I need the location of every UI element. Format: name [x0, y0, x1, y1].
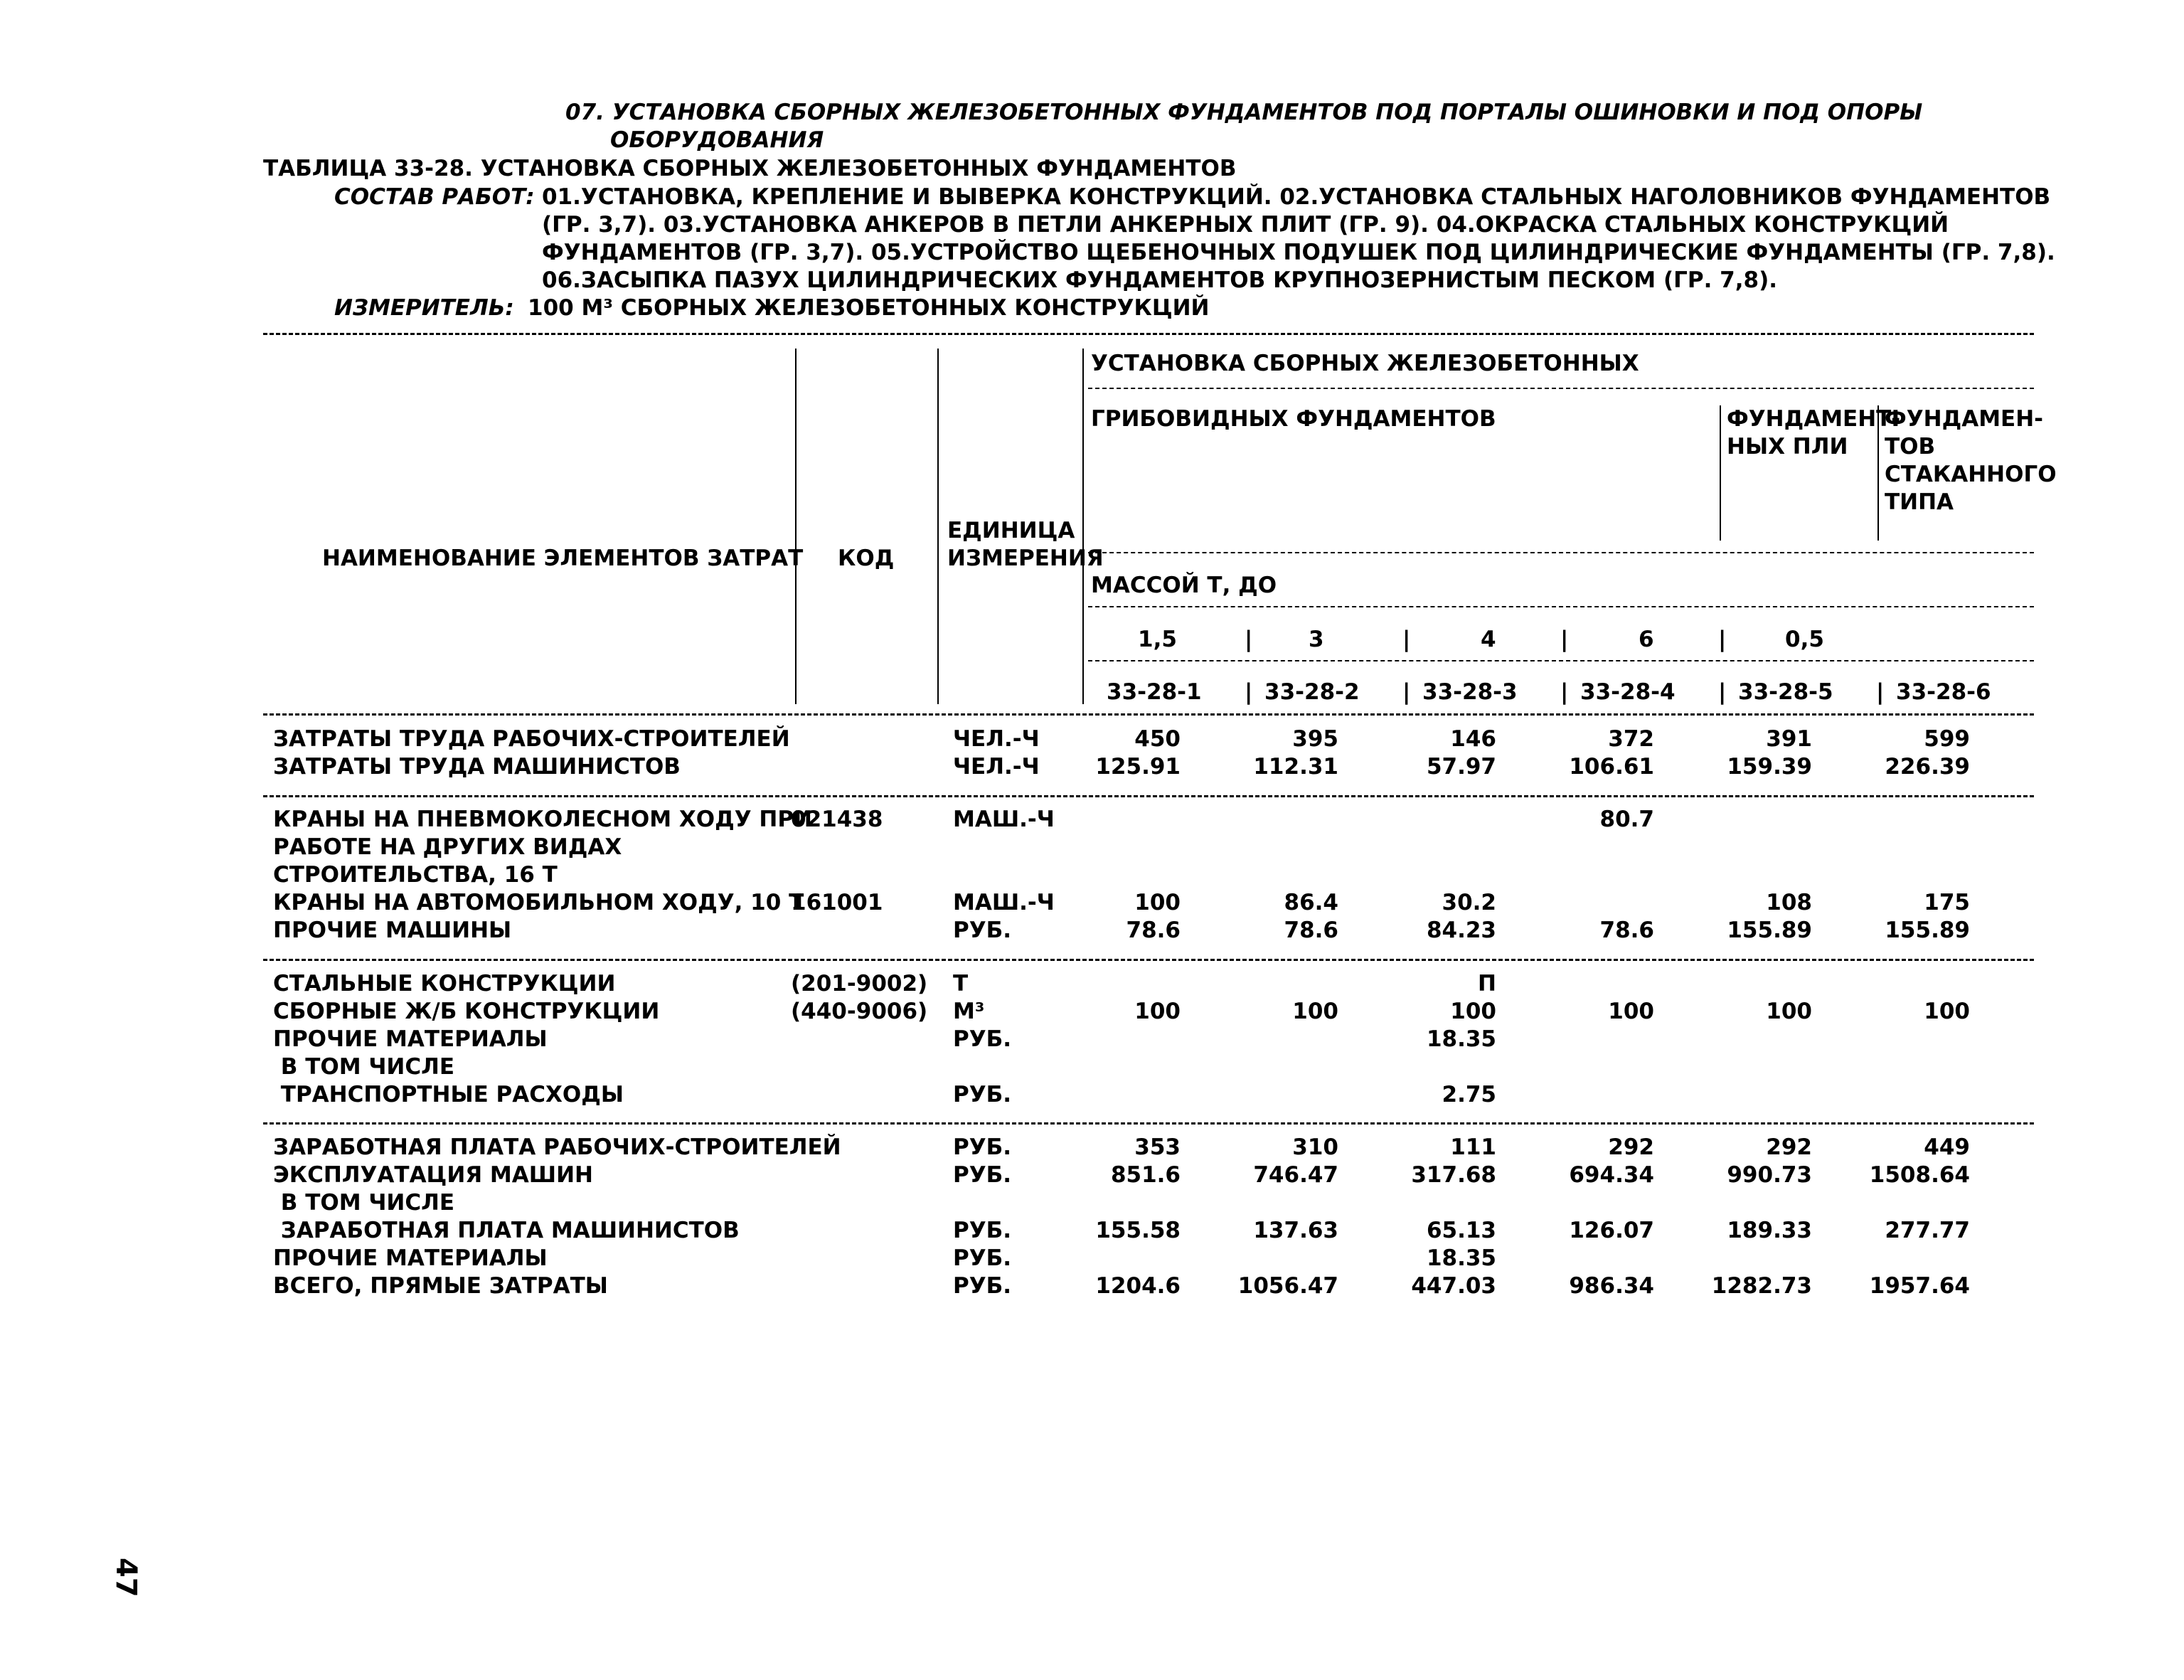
head-code-6: 33-28-6	[1896, 679, 1991, 705]
row-value: 226.39	[1885, 754, 1970, 780]
row-value: 78.6	[1599, 918, 1654, 943]
row-code: 161001	[791, 890, 883, 915]
head-code-1: 33-28-1	[1107, 679, 1202, 705]
head-mass-5: 0,5	[1785, 627, 1824, 652]
row-value: 599	[1924, 726, 1970, 752]
row-value: 100	[1608, 999, 1654, 1024]
row-value: 159.39	[1727, 754, 1812, 780]
section-rule-1	[263, 795, 2034, 797]
row-value: 353	[1134, 1134, 1181, 1160]
row-value: 450	[1134, 726, 1181, 752]
row-unit: РУБ.	[953, 1082, 1012, 1107]
row-name: РАБОТЕ НА ДРУГИХ ВИДАХ	[273, 834, 622, 860]
row-value: 100	[1766, 999, 1812, 1024]
sostav-text-2: (ГР. 3,7). 03.УСТАНОВКА АНКЕРОВ В ПЕТЛИ АНКЕРНЫХ ПЛИТ (ГР. 9). 04.ОКРАСКА СТАЛЬНЫХ КОНСТРУКЦИЙ	[542, 212, 1949, 238]
row-code: (440-9006)	[791, 999, 928, 1024]
head-mass-1: 1,5	[1138, 627, 1177, 652]
head-rule-3	[1088, 606, 2034, 607]
row-name: ПРОЧИЕ МАШИНЫ	[273, 918, 512, 943]
head-sub-stak-3: СТАКАННОГО	[1885, 462, 2057, 487]
row-name: СТРОИТЕЛЬСТВА, 16 Т	[273, 862, 558, 888]
row-unit: РУБ.	[953, 1134, 1012, 1160]
row-name: ПРОЧИЕ МАТЕРИАЛЫ	[273, 1245, 548, 1271]
row-unit: Т	[953, 971, 969, 996]
izmeritel-label: ИЗМЕРИТЕЛЬ:	[334, 295, 514, 321]
head-sub-plit-2: НЫХ ПЛИ	[1727, 434, 1848, 459]
row-value: 986.34	[1569, 1273, 1654, 1299]
row-value: 57.97	[1426, 754, 1496, 780]
sostav-text-4: 06.ЗАСЫПКА ПАЗУХ ЦИЛИНДРИЧЕСКИХ ФУНДАМЕНТОВ КРУПНОЗЕРНИСТЫМ ПЕСКОМ (ГР. 7,8).	[542, 267, 1778, 293]
head-sub-plit-1: ФУНДАМЕНТ-	[1727, 406, 1901, 432]
row-value: 78.6	[1284, 918, 1338, 943]
head-mass-sep: |	[1245, 627, 1253, 652]
row-value: 106.61	[1569, 754, 1654, 780]
row-value: 155.58	[1095, 1218, 1181, 1243]
row-value: 175	[1924, 890, 1970, 915]
row-value: 746.47	[1253, 1162, 1338, 1188]
row-value: 137.63	[1253, 1218, 1338, 1243]
row-unit: РУБ.	[953, 1026, 1012, 1052]
row-name: ЭКСПЛУАТАЦИЯ МАШИН	[273, 1162, 593, 1188]
head-sub-stak-1: ФУНДАМЕН-	[1885, 406, 2044, 432]
row-name: ПРОЧИЕ МАТЕРИАЛЫ	[273, 1026, 548, 1052]
row-value: П	[1478, 971, 1496, 996]
section-heading-line2: ОБОРУДОВАНИЯ	[610, 127, 824, 153]
row-value: 2.75	[1442, 1082, 1496, 1107]
table-top-rule	[263, 333, 2034, 335]
row-value: 100	[1924, 999, 1970, 1024]
row-value: 372	[1608, 726, 1654, 752]
row-name: ЗАТРАТЫ ТРУДА МАШИНИСТОВ	[273, 754, 681, 780]
head-rule-1	[1088, 388, 2034, 389]
row-value: 86.4	[1284, 890, 1338, 915]
head-code-sep: |	[1876, 679, 1885, 705]
row-value: 125.91	[1095, 754, 1181, 780]
row-unit: МАШ.-Ч	[953, 890, 1055, 915]
head-mass-sep: |	[1718, 627, 1727, 652]
row-name: КРАНЫ НА АВТОМОБИЛЬНОМ ХОДУ, 10 Т	[273, 890, 804, 915]
row-name: СТАЛЬНЫЕ КОНСТРУКЦИИ	[273, 971, 616, 996]
izmeritel-value: 100 М³ СБОРНЫХ ЖЕЛЕЗОБЕТОННЫХ КОНСТРУКЦИЙ	[528, 295, 1210, 321]
row-name: ЗАРАБОТНАЯ ПЛАТА РАБОЧИХ-СТРОИТЕЛЕЙ	[273, 1134, 841, 1160]
row-value: 1282.73	[1711, 1273, 1812, 1299]
row-unit: РУБ.	[953, 1273, 1012, 1299]
row-value: 111	[1450, 1134, 1496, 1160]
col-divider-code	[795, 349, 797, 704]
row-name: ВСЕГО, ПРЯМЫЕ ЗАТРАТЫ	[273, 1273, 608, 1299]
row-value: 108	[1766, 890, 1812, 915]
head-sub-stak-4: ТИПА	[1885, 489, 1954, 515]
row-value: 18.35	[1426, 1245, 1496, 1271]
row-value: 277.77	[1885, 1218, 1970, 1243]
col-divider-plit	[1720, 405, 1721, 541]
row-unit: М³	[953, 999, 985, 1024]
row-value: 395	[1292, 726, 1338, 752]
sostav-text-3: ФУНДАМЕНТОВ (ГР. 3,7). 05.УСТРОЙСТВО ЩЕБЕНОЧНЫХ ПОДУШЕК ПОД ЦИЛИНДРИЧЕСКИЕ ФУНДАМЕНТЫ (ГР. 7,8).	[542, 240, 2055, 265]
head-mass-2: 3	[1309, 627, 1324, 652]
head-code-sep: |	[1560, 679, 1569, 705]
row-value: 155.89	[1885, 918, 1970, 943]
head-unit-col-2: ИЗМЕРЕНИЯ	[947, 546, 1104, 571]
head-unit-col-1: ЕДИНИЦА	[947, 518, 1075, 543]
table-head-bottom-rule	[263, 713, 2034, 716]
head-group: УСТАНОВКА СБОРНЫХ ЖЕЛЕЗОБЕТОННЫХ	[1091, 351, 1639, 376]
section-heading-line1: 07. УСТАНОВКА СБОРНЫХ ЖЕЛЕЗОБЕТОННЫХ ФУНДАМЕНТОВ ПОД ПОРТАЛЫ ОШИНОВКИ И ПОД ОПОРЫ	[565, 100, 1923, 125]
head-code-4: 33-28-4	[1580, 679, 1676, 705]
head-sub-stak-2: ТОВ	[1885, 434, 1936, 459]
row-value: 1508.64	[1869, 1162, 1970, 1188]
row-value: 292	[1766, 1134, 1812, 1160]
row-value: 1957.64	[1869, 1273, 1970, 1299]
col-divider-unit	[937, 349, 939, 704]
row-unit: ЧЕЛ.-Ч	[953, 726, 1040, 752]
head-sub-gribov: ГРИБОВИДНЫХ ФУНДАМЕНТОВ	[1091, 406, 1496, 432]
sostav-text-1: 01.УСТАНОВКА, КРЕПЛЕНИЕ И ВЫВЕРКА КОНСТРУКЦИЙ. 02.УСТАНОВКА СТАЛЬНЫХ НАГОЛОВНИКОВ ФУНДАМЕНТОВ	[542, 184, 2051, 210]
section-rule-3	[263, 1122, 2034, 1125]
row-name: В ТОМ ЧИСЛЕ	[273, 1054, 455, 1080]
row-value: 100	[1292, 999, 1338, 1024]
row-value: 30.2	[1442, 890, 1496, 915]
col-divider-values	[1082, 349, 1084, 704]
head-code-sep: |	[1402, 679, 1411, 705]
row-value: 449	[1924, 1134, 1970, 1160]
row-name: КРАНЫ НА ПНЕВМОКОЛЕСНОМ ХОДУ ПРИ	[273, 807, 813, 832]
row-value: 447.03	[1411, 1273, 1496, 1299]
row-name: ЗАТРАТЫ ТРУДА РАБОЧИХ-СТРОИТЕЛЕЙ	[273, 726, 790, 752]
row-value: 990.73	[1727, 1162, 1812, 1188]
row-value: 694.34	[1569, 1162, 1654, 1188]
head-mass-sep: |	[1560, 627, 1569, 652]
table-title: ТАБЛИЦА 33-28. УСТАНОВКА СБОРНЫХ ЖЕЛЕЗОБЕТОННЫХ ФУНДАМЕНТОВ	[263, 156, 1237, 181]
row-value: 100	[1134, 999, 1181, 1024]
row-name: ТРАНСПОРТНЫЕ РАСХОДЫ	[273, 1082, 624, 1107]
row-value: 310	[1292, 1134, 1338, 1160]
head-code-col: КОД	[838, 546, 895, 571]
row-value: 1056.47	[1237, 1273, 1338, 1299]
head-code-5: 33-28-5	[1738, 679, 1833, 705]
row-name: В ТОМ ЧИСЛЕ	[273, 1190, 455, 1216]
page-number: 47	[110, 1558, 142, 1597]
row-value: 155.89	[1727, 918, 1812, 943]
head-rule-4	[1088, 660, 2034, 661]
row-value: 100	[1134, 890, 1181, 915]
row-value: 100	[1450, 999, 1496, 1024]
row-name: СБОРНЫЕ Ж/Б КОНСТРУКЦИИ	[273, 999, 660, 1024]
row-value: 1204.6	[1095, 1273, 1181, 1299]
row-unit: РУБ.	[953, 1218, 1012, 1243]
head-mass-4: 6	[1639, 627, 1654, 652]
row-unit: РУБ.	[953, 918, 1012, 943]
row-unit: МАШ.-Ч	[953, 807, 1055, 832]
head-code-sep: |	[1245, 679, 1253, 705]
head-code-3: 33-28-3	[1422, 679, 1518, 705]
row-value: 851.6	[1110, 1162, 1181, 1188]
row-unit: РУБ.	[953, 1162, 1012, 1188]
head-mass-label: МАССОЙ Т, ДО	[1091, 573, 1277, 598]
row-value: 80.7	[1599, 807, 1654, 832]
section-rule-2	[263, 959, 2034, 961]
head-code-2: 33-28-2	[1264, 679, 1360, 705]
head-rule-2	[1088, 552, 2034, 553]
sostav-label: СОСТАВ РАБОТ:	[334, 184, 535, 210]
row-value: 112.31	[1253, 754, 1338, 780]
row-code: 021438	[791, 807, 883, 832]
row-value: 189.33	[1727, 1218, 1812, 1243]
head-mass-sep: |	[1402, 627, 1411, 652]
head-mass-3: 4	[1481, 627, 1496, 652]
row-code: (201-9002)	[791, 971, 928, 996]
head-code-sep: |	[1718, 679, 1727, 705]
row-value: 78.6	[1126, 918, 1181, 943]
row-value: 18.35	[1426, 1026, 1496, 1052]
row-value: 391	[1766, 726, 1812, 752]
head-name-col: НАИМЕНОВАНИЕ ЭЛЕМЕНТОВ ЗАТРАТ	[322, 546, 804, 571]
row-value: 84.23	[1426, 918, 1496, 943]
row-value: 126.07	[1569, 1218, 1654, 1243]
row-unit: РУБ.	[953, 1245, 1012, 1271]
row-value: 317.68	[1411, 1162, 1496, 1188]
row-unit: ЧЕЛ.-Ч	[953, 754, 1040, 780]
row-value: 65.13	[1426, 1218, 1496, 1243]
row-value: 292	[1608, 1134, 1654, 1160]
row-value: 146	[1450, 726, 1496, 752]
row-name: ЗАРАБОТНАЯ ПЛАТА МАШИНИСТОВ	[273, 1218, 740, 1243]
